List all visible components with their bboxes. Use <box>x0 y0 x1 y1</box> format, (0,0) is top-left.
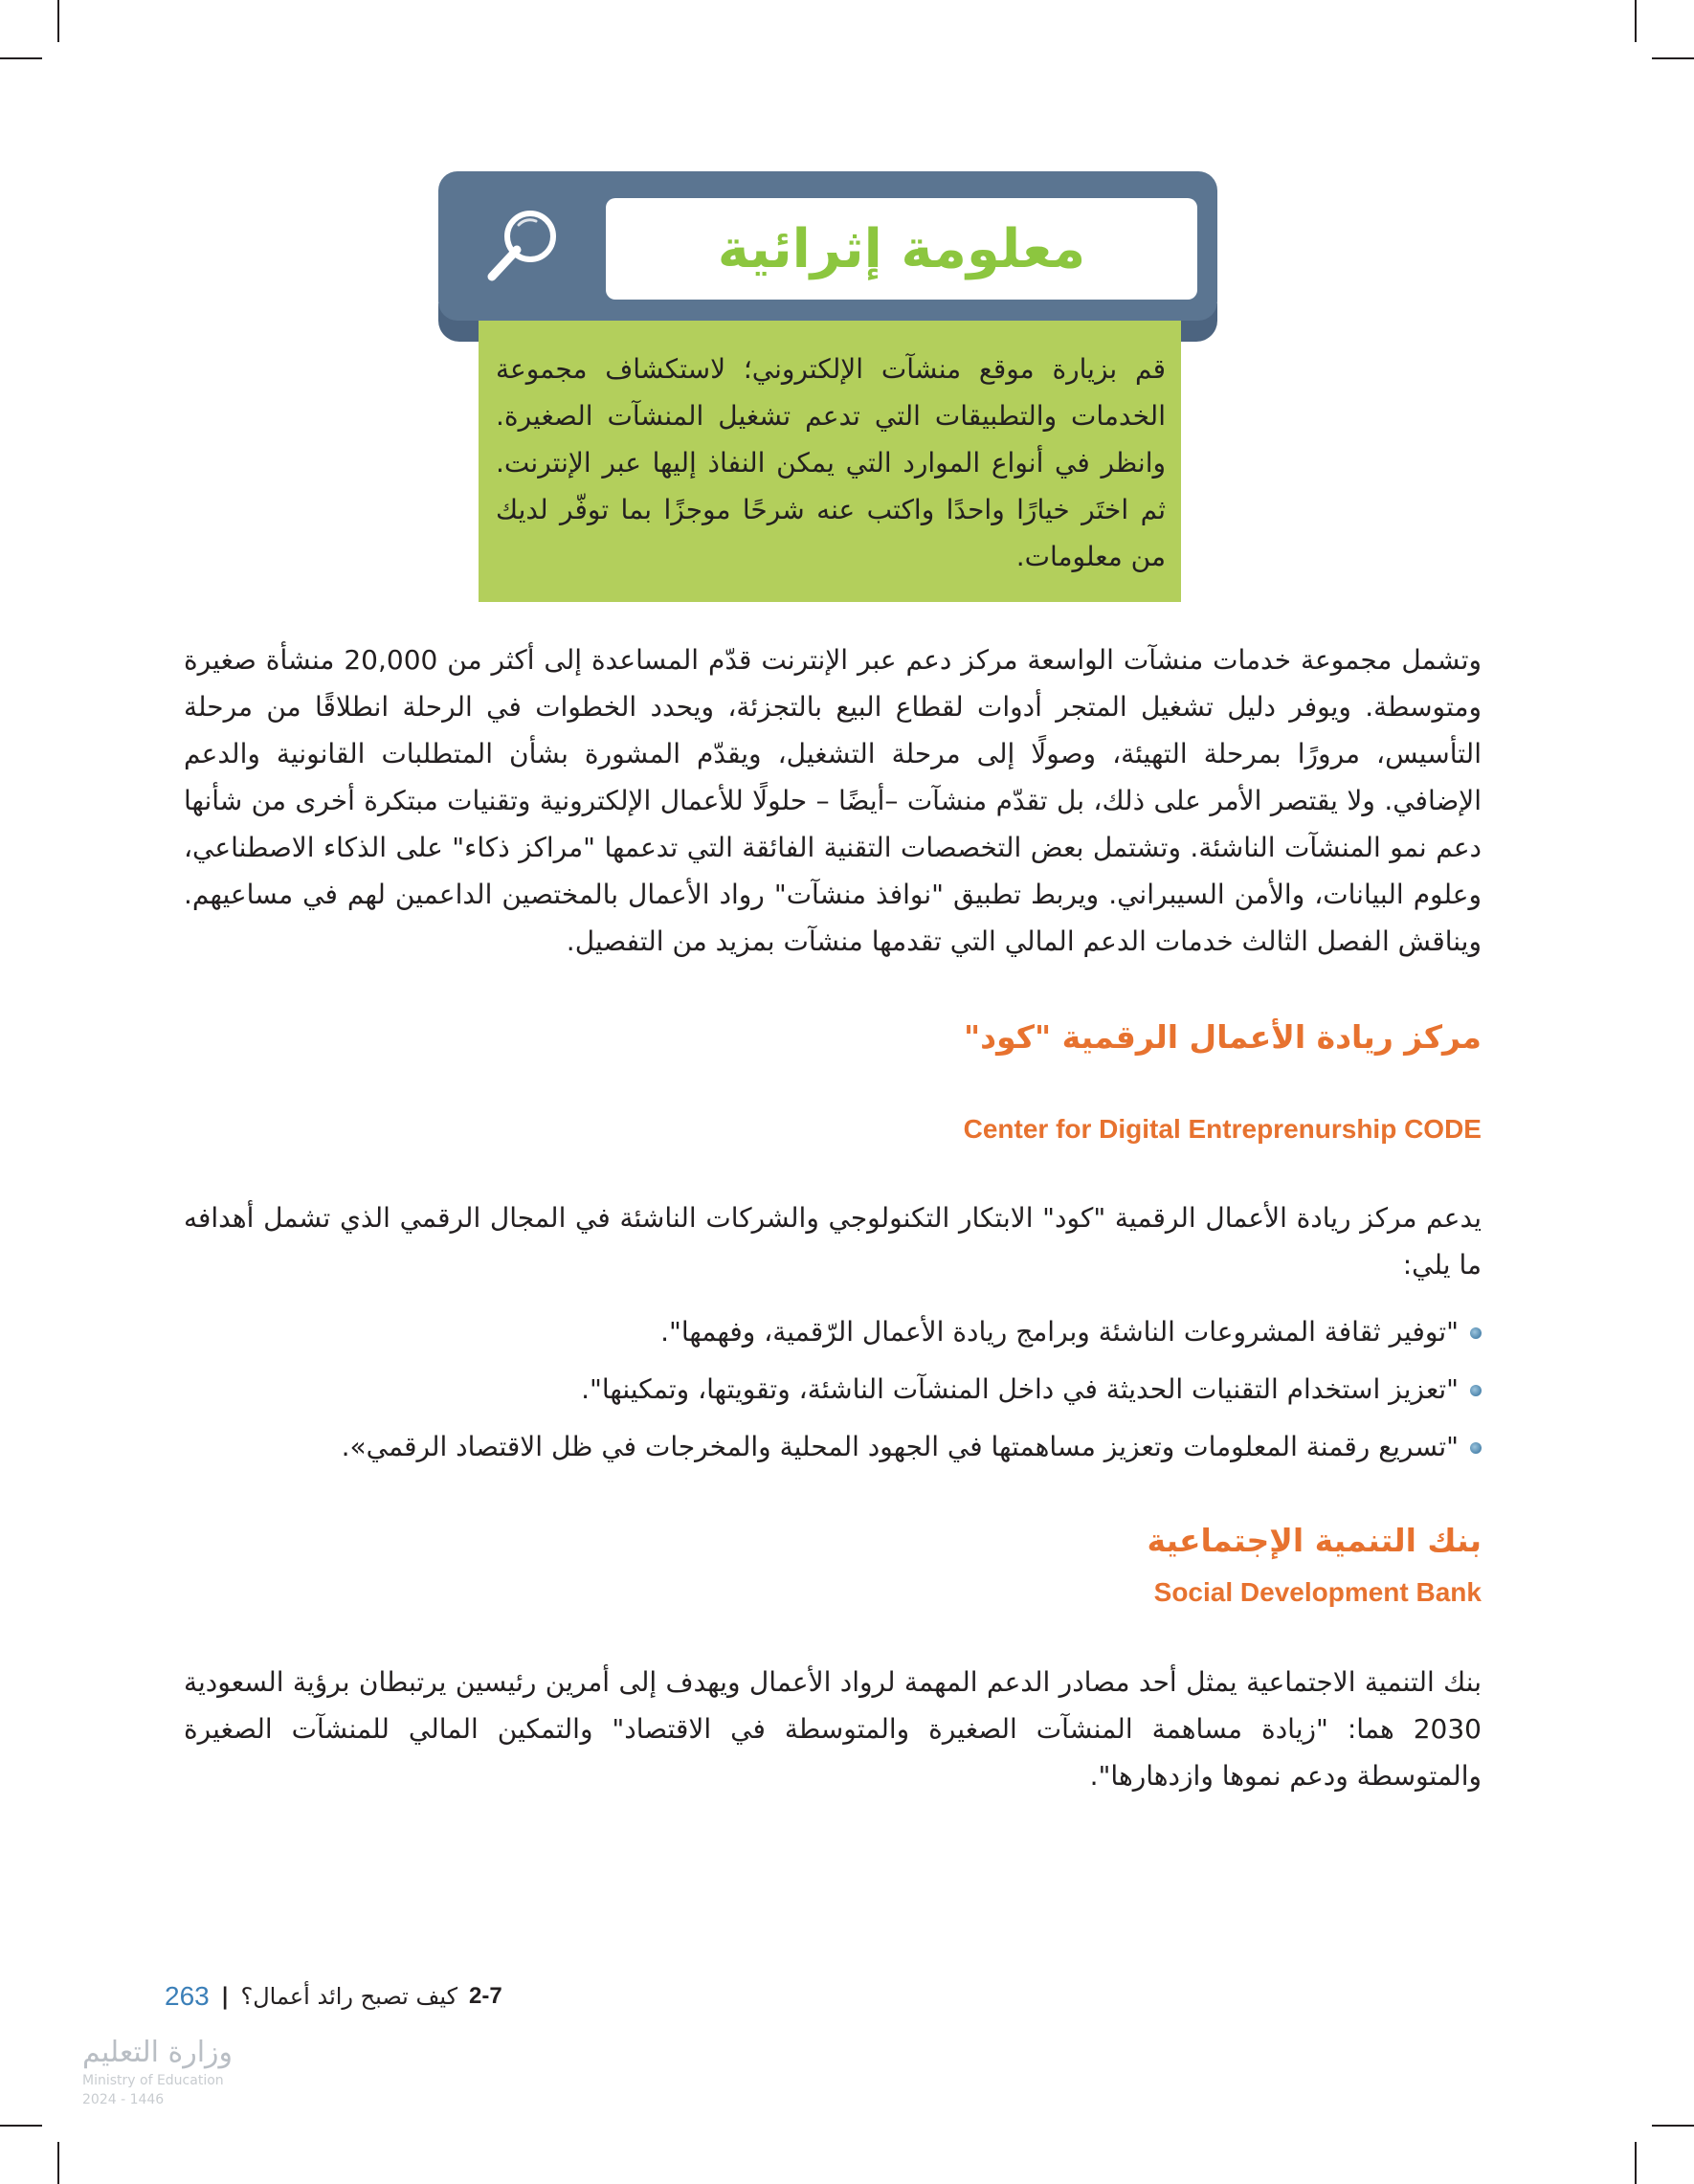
code-paragraph: يدعم مركز ريادة الأعمال الرقمية "كود" الابتكار التكنولوجي والشركات الناشئة في المجال الرقمي الذي تشمل أهدافه ما يلي: <box>184 1202 1482 1281</box>
bullet-dot-icon <box>1470 1442 1482 1454</box>
crop-mark <box>0 2125 42 2127</box>
list-item <box>184 1304 1482 1361</box>
ministry-years: 2024 - 1446 <box>82 2092 165 2107</box>
list-item <box>184 1361 1482 1418</box>
page-footer <box>165 1977 502 2016</box>
crop-mark <box>57 2142 59 2184</box>
chapter-title: كيف تصبح رائد أعمال؟ <box>240 1983 457 2010</box>
section-heading-code-en: Center for Digital Entreprenurship CODE <box>963 1114 1482 1144</box>
crop-mark <box>1635 0 1637 42</box>
code-goals-list <box>184 1304 1482 1476</box>
bullet-dot-icon <box>1470 1385 1482 1396</box>
crop-mark <box>1652 57 1694 59</box>
crop-mark <box>0 57 42 59</box>
list-item <box>184 1418 1482 1476</box>
bullet-dot-icon <box>1470 1327 1482 1339</box>
info-box-title: معلومة إثرائية <box>717 217 1086 280</box>
ministry-name-ar: وزارة التعليم <box>82 2036 234 2069</box>
section-heading-bank-en: Social Development Bank <box>1153 1577 1482 1607</box>
info-box-body: قم بزيارة موقع منشآت الإلكتروني؛ لاستكشاف مجموعة الخدمات والتطبيقات التي تدعم تشغيل المنشآت الصغيرة. وانظر في أنواع الموارد التي يمكن النفاذ إليها عبر الإنترنت. ثم اختَر خيارًا واحدًا واكتب عنه شرحًا موجزًا بما توفّر لديك من معلومات. <box>479 321 1181 602</box>
info-title-box <box>606 198 1197 300</box>
footer-separator: | <box>220 1983 230 2010</box>
crop-mark <box>1635 2142 1637 2184</box>
intro-paragraph: وتشمل مجموعة خدمات منشآت الواسعة مركز دعم عبر الإنترنت قدّم المساعدة إلى أكثر من 20,000 منشأة صغيرة ومتوسطة. ويوفر دليل تشغيل المتجر أدوات لقطاع البيع بالتجزئة، ويحدد الخطوات في الرحلة انطلاقًا من مرحلة التأسيس، مرورًا بمرحلة التهيئة، وصولًا إلى مرحلة التشغيل، ويقدّم المشورة بشأن المتطلبات القانونية والدعم الإضافي. ولا يقتصر الأمر على ذلك، بل تقدّم منشآت –أيضًا – حلولًا للأعمال الإلكترونية وتقنيات مبتكرة أخرى من شأنها دعم نمو المنشآت الناشئة. وتشتمل بعض التخصصات التقنية الفائقة التي تدعمها "مراكز ذكاء" على الذكاء الاصطناعي، وعلوم البيانات، والأمن السيبراني. ويربط تطبيق "نوافذ منشآت" رواد الأعمال بالمختصين الداعمين لهم في مساعيهم. ويناقش الفصل الثالث خدمات الدعم المالي التي تقدمها منشآت بمزيد من التفصيل. <box>184 644 1482 957</box>
list-item-text: "تعزيز استخدام التقنيات الحديثة في داخل المنشآت الناشئة، وتقويتها، وتمكينها". <box>581 1373 1459 1405</box>
list-item-text: "تسريع رقمنة المعلومات وتعزيز مساهمتها في الجهود المحلية والمخرجات في ظل الاقتصاد الرقمي». <box>341 1431 1459 1462</box>
ministry-logo <box>82 2035 283 2109</box>
ministry-name-en: Ministry of Education <box>82 2073 224 2088</box>
section-heading-bank-ar: بنك التنمية الإجتماعية <box>1147 1522 1482 1559</box>
chapter-code: 2-7 <box>469 1983 502 2009</box>
page-number: 263 <box>165 1981 210 2011</box>
section-heading-code-ar: مركز ريادة الأعمال الرقمية "كود" <box>963 1018 1482 1056</box>
search-icon <box>479 202 567 290</box>
list-item-text: "توفير ثقافة المشروعات الناشئة وبرامج ريادة الأعمال الرّقمية، وفهمها". <box>660 1316 1459 1348</box>
info-box-header <box>438 171 1217 321</box>
crop-mark <box>1652 2125 1694 2127</box>
crop-mark <box>57 0 59 42</box>
bank-paragraph: بنك التنمية الاجتماعية يمثل أحد مصادر الدعم المهمة لرواد الأعمال ويهدف إلى أمرين رئيسين يرتبطان برؤية السعودية 2030 هما: "زيادة مساهمة المنشآت الصغيرة والمتوسطة في الاقتصاد" والتمكين المالي للمنشآت الصغيرة والمتوسطة ودعم نموها وازدهارها". <box>184 1666 1482 1792</box>
